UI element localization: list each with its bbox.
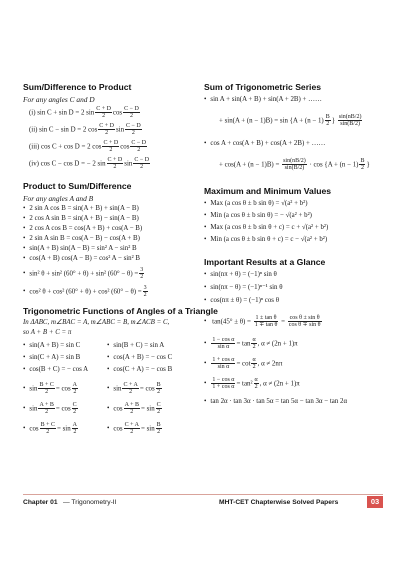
formula-cos-sq-sum: • cos² θ + cos² (60° + θ) + cos² (60° − θ) = $\frac{3}{2}$	[23, 285, 149, 299]
triangle-half-angle-identity: • cos $\frac{C + A}{2}$ = sin $\frac{B}{2}$	[107, 422, 163, 436]
product-sum-formula: • cos(A + B) cos(A − B) = cos² A − sin² B	[23, 256, 140, 263]
triangle-identity: • sin(C + A) = sin B	[23, 355, 80, 362]
heading-important-results: Important Results at a Glance	[204, 257, 326, 267]
important-result: • sin(nπ + θ) = (−1)ⁿ sin θ	[204, 272, 277, 279]
sum-diff-formula: (ii) sin C − sin D = 2 cos $\frac{C + D}{2}$ sin $\frac{C - D}{2}$	[29, 123, 141, 137]
important-result: • sin(nπ − θ) = (−1)ⁿ⁻¹ sin θ	[204, 285, 283, 292]
series-sin: • sin A + sin(A + B) + sin(A + 2B) + ……	[204, 97, 322, 104]
triangle-half-angle-identity: • cos $\frac{B + C}{2}$ = sin $\frac{A}{2}$	[23, 422, 79, 436]
max-min-formula: • Max (a cos θ ± b sin θ + c) = c + √(a² + b²)	[204, 225, 328, 232]
product-sum-formula: • 2 sin A cos B = sin(A + B) + sin(A − B)	[23, 206, 139, 213]
sum-diff-formula: (i) sin C + sin D = 2 sin $\frac{C + D}{2}$ cos $\frac{C - D}{2}$	[29, 106, 139, 120]
heading-sum-difference-to-product: Sum/Difference to Product	[23, 82, 132, 92]
max-min-formula: • Max (a cos θ ± b sin θ) = √(a² + b²)	[204, 201, 307, 208]
heading-product-to-sum: Product to Sum/Difference	[23, 181, 132, 191]
formula-tan-product: • tan 2α · tan 3α · tan 5α = tan 5α − tan 3α − tan 2α	[204, 399, 347, 406]
footer-rule	[23, 494, 383, 495]
triangle-half-angle-identity: • cos $\frac{A + B}{2}$ = sin $\frac{C}{2}$	[107, 402, 163, 416]
product-sum-formula: • 2 cos A sin B = sin(A + B) − sin(A − B)	[23, 216, 139, 223]
heading-sum-of-series: Sum of Trigonometric Series	[204, 82, 321, 92]
page-number-badge: 03	[367, 496, 383, 508]
product-sum-formula: • sin(A + B) sin(A − B) = sin² A − sin² B	[23, 246, 137, 253]
triangle-identity: • cos(C + A) = − cos B	[107, 367, 172, 374]
formula-tan-45: • tan(45° ± θ) = $\frac{\text{1 ± tan θ}}{\text{1 ∓ tan θ}}$ = $\frac{\text{cos θ ± sin θ}}{\text{cos θ ∓ sin θ}}$	[204, 315, 323, 329]
triangle-intro-line-1: In ΔABC, m∠BAC = A, m∠ABC = B, m∠ACB = C,	[23, 319, 170, 326]
series-cos-result: + cos(A + (n − 1)B) = $\frac{\sin(nB/2)}{\sin(B/2)}$ · cos {A + (n − 1) $\frac{B}{2}$ }	[219, 158, 370, 172]
product-sum-intro: For any angles A and B	[23, 194, 94, 203]
heading-triangle-functions: Trigonometric Functions of Angles of a Triangle	[23, 306, 218, 316]
triangle-half-angle-identity: • sin $\frac{B + C}{2}$ = cos $\frac{A}{2}$	[23, 382, 79, 396]
half-angle-result: • $\frac{\text{1 − cos α}}{\text{sin α}}$ = tan $\frac{\alpha}{2}$ , α ≠ (2n + 1)π	[204, 337, 298, 351]
max-min-formula: • Min (a cos θ ± b sin θ) = − √(a² + b²)	[204, 213, 312, 220]
heading-max-min: Maximum and Minimum Values	[204, 186, 332, 196]
product-sum-formula: • 2 cos A cos B = cos(A + B) + cos(A − B)	[23, 226, 142, 233]
footer-book-title: MHT-CET Chapterwise Solved Papers	[219, 499, 339, 506]
product-sum-formula: • 2 sin A sin B = cos(A − B) − cos(A + B)	[23, 236, 140, 243]
footer-topic: — Trigonometry-II	[63, 499, 117, 506]
sum-diff-intro: For any angles C and D	[23, 95, 95, 104]
triangle-identity: • cos(A + B) = − cos C	[107, 355, 172, 362]
triangle-identity: • sin(B + C) = sin A	[107, 343, 164, 350]
half-angle-result: • $\frac{\text{1 + cos α}}{\text{sin α}}$ = cot $\frac{\alpha}{2}$ , α ≠ 2nπ	[204, 357, 282, 371]
series-sin-result: + sin(A + (n − 1)B) = sin {A + (n − 1) $\frac{B}{2}$ } $\frac{\sin(nB/2)}{\sin(B/2)}$	[219, 114, 362, 128]
footer-chapter: Chapter 01	[23, 499, 58, 506]
half-angle-result: • $\frac{\text{1 − cos α}}{\text{1 + cos α}}$ = tan² $\frac{\alpha}{2}$ , α ≠ (2n + 1)π	[204, 377, 300, 391]
triangle-identity: • sin(A + B) = sin C	[23, 343, 80, 350]
series-cos: • cos A + cos(A + B) + cos(A + 2B) + ……	[204, 141, 325, 148]
page-footer	[23, 496, 383, 510]
formula-sin-sq-sum: • sin² θ + sin² (60° + θ) + sin² (60° − θ) = $\frac{3}{2}$	[23, 267, 145, 281]
triangle-half-angle-identity: • sin $\frac{C + A}{2}$ = cos $\frac{B}{2}$	[107, 382, 163, 396]
max-min-formula: • Min (a cos θ ± b sin θ + c) = c − √(a² + b²)	[204, 237, 327, 244]
triangle-identity: • cos(B + C) = − cos A	[23, 367, 88, 374]
important-result: • cos(nπ ± θ) = (−1)ⁿ cos θ	[204, 298, 279, 305]
triangle-half-angle-identity: • sin $\frac{A + B}{2}$ = cos $\frac{C}{2}$	[23, 402, 79, 416]
triangle-intro-line-2: so A + B + C = π	[23, 329, 72, 336]
sum-diff-formula: (iii) cos C + cos D = 2 cos $\frac{C + D}{2}$ cos $\frac{C - D}{2}$	[29, 140, 147, 154]
sum-diff-formula: (iv) cos C − cos D = − 2 sin $\frac{C + D}{2}$ sin $\frac{C - D}{2}$	[29, 157, 150, 171]
